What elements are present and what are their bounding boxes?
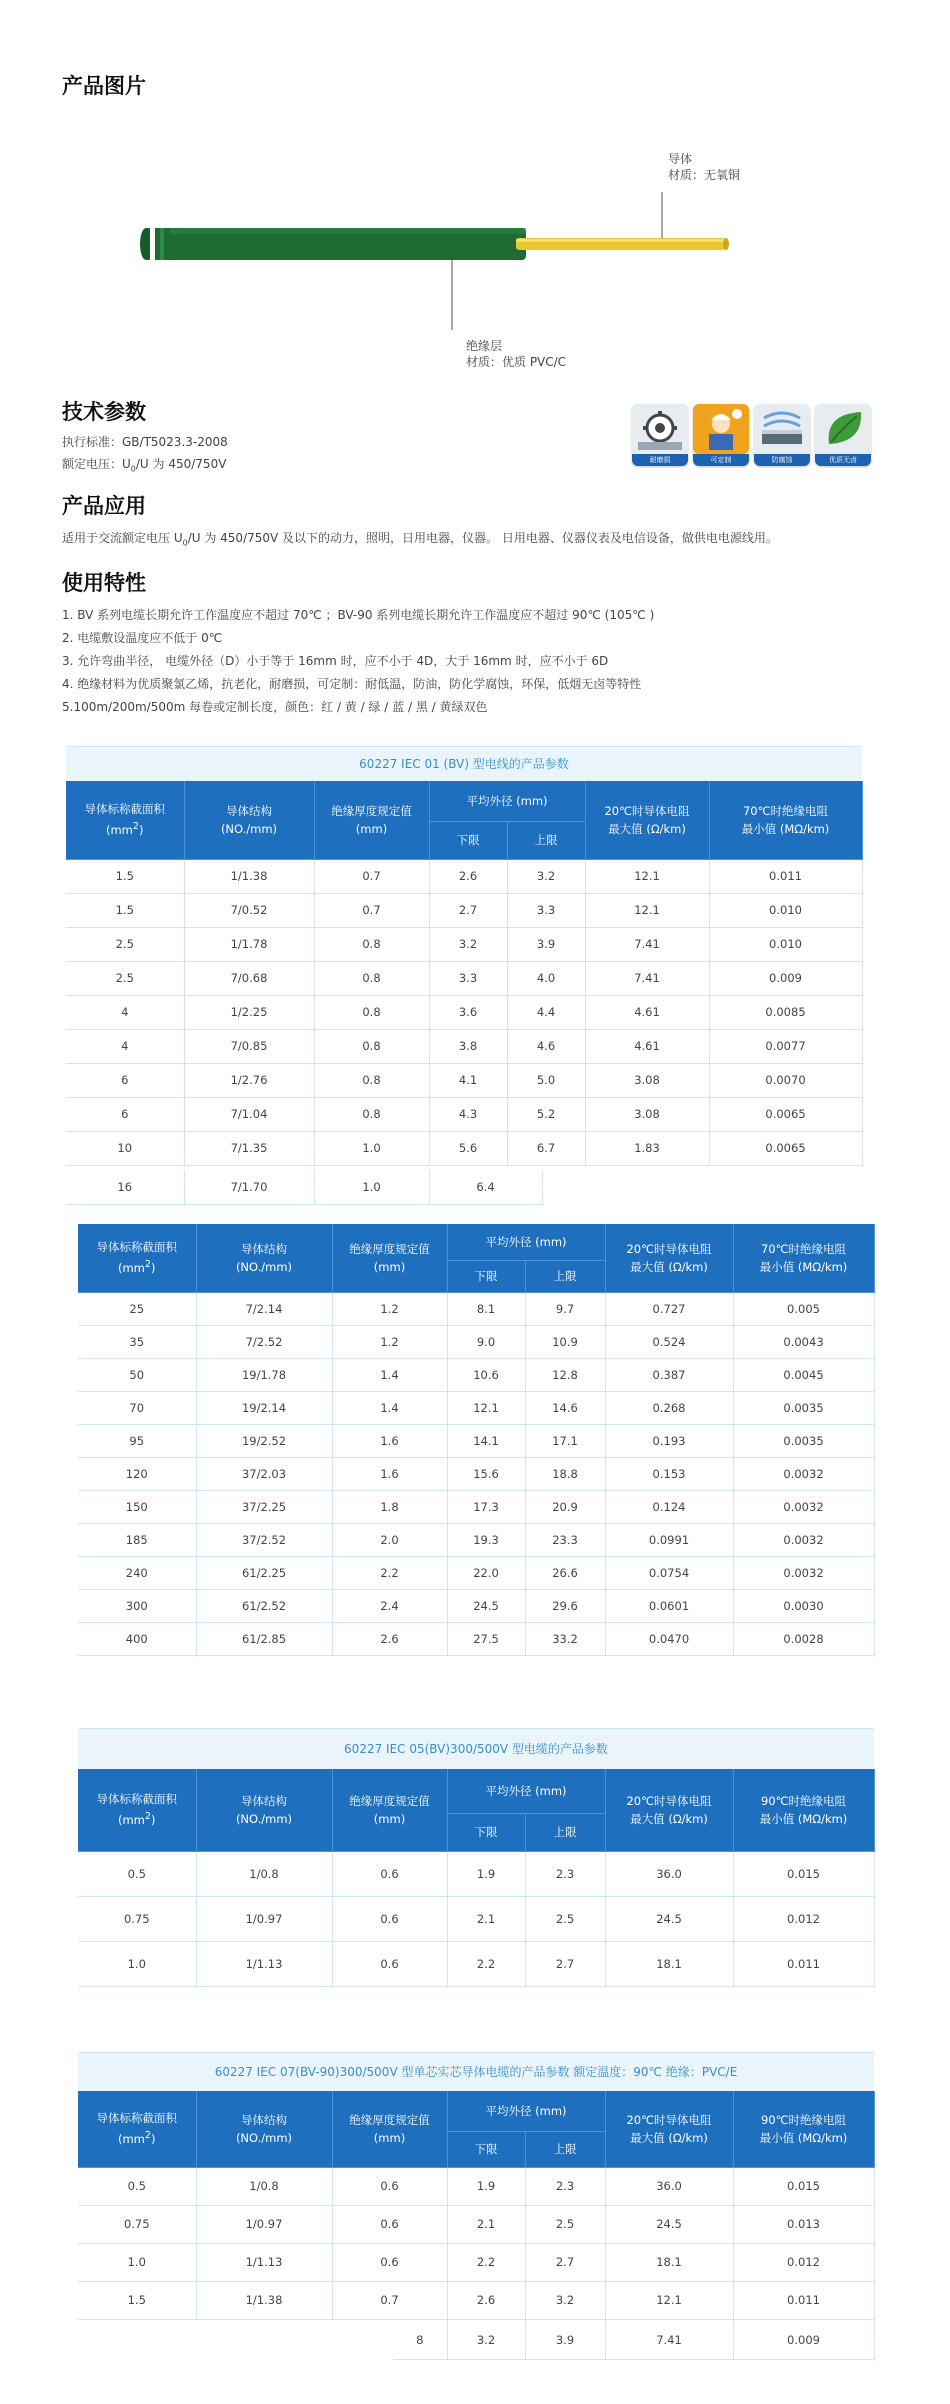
table-cell: 10.9	[525, 1325, 605, 1358]
table-cell: 0.6	[332, 1851, 447, 1896]
table-cell: 0.0032	[733, 1556, 874, 1589]
table-cell: 24.5	[447, 1589, 525, 1622]
table-cell: 29.6	[525, 1589, 605, 1622]
table-cell: 0.6	[332, 2205, 447, 2243]
table-cell: 0.005	[733, 1292, 874, 1325]
table-cell: 0.0991	[605, 1523, 733, 1556]
table-row	[78, 1589, 874, 1622]
col-od-high: 上限	[525, 2131, 605, 2167]
table-cell: 50	[78, 1358, 196, 1391]
col-area: 导体标称截面积 $(mm^2)$	[78, 2091, 196, 2167]
col-structure: 导体结构 (NO./mm)	[196, 2091, 332, 2167]
table-cell: 4.61	[585, 995, 709, 1029]
table-cell: 0.6	[332, 2167, 447, 2205]
table-row	[66, 1029, 862, 1063]
table-cell: 7.41	[605, 2321, 733, 2359]
table-cell: 7/0.85	[184, 1029, 314, 1063]
table-cell: 0.0032	[733, 1523, 874, 1556]
table-cell: 0.387	[605, 1358, 733, 1391]
table-cell: 1.0	[314, 1170, 429, 1204]
col-od-low: 下限	[429, 821, 507, 859]
table-row	[78, 1490, 874, 1523]
table-cell: 5.2	[507, 1097, 585, 1131]
table-cell: 1.0	[314, 1131, 429, 1165]
table-row	[78, 2205, 874, 2243]
cable-diagram	[130, 140, 750, 370]
feature-line-3: 3. 允许弯曲半径， 电缆外径（D）小于等于 16mm 时，应不小于 4D，大于 16mm 时，应不小于 6D	[62, 654, 609, 668]
col-od: 平均外径 (mm)	[429, 781, 585, 821]
table-cell: 7/1.04	[184, 1097, 314, 1131]
table2	[78, 1224, 875, 1656]
col-structure: 导体结构 (NO./mm)	[196, 1769, 332, 1851]
col-res: 20℃时导体电阻 最大值 (Ω/km)	[605, 2091, 733, 2167]
table-cell: 0.153	[605, 1457, 733, 1490]
table-cell: 2.2	[447, 2243, 525, 2281]
table-cell: 1.6	[332, 1424, 447, 1457]
feature-line-1: 1. BV 系列电缆长期允许工作温度应不超过 70℃ ；BV-90 系列电缆长期允许工作温度应不超过 90℃ (105℃ )	[62, 608, 655, 622]
table-cell: 0.6	[332, 1896, 447, 1941]
table-cell: 3.08	[585, 1063, 709, 1097]
table4-partial-row	[393, 2321, 875, 2360]
table1	[66, 781, 863, 1166]
table-cell: 26.6	[525, 1556, 605, 1589]
table-cell: 4	[66, 995, 184, 1029]
table-cell: 2.5	[525, 1896, 605, 1941]
table-cell: 4.6	[507, 1029, 585, 1063]
table-cell: 0.0032	[733, 1490, 874, 1523]
table-cell: 1/2.25	[184, 995, 314, 1029]
table-cell: 1.5	[78, 2281, 196, 2319]
table-cell: 2.3	[525, 2167, 605, 2205]
col-ins70: 70℃时绝缘电阻 最小值 (MΩ/km)	[733, 1224, 874, 1292]
table-cell: 1/1.38	[184, 859, 314, 893]
table-cell: 0.0601	[605, 1589, 733, 1622]
table-row	[78, 1556, 874, 1589]
table-cell: 3.2	[507, 859, 585, 893]
table-cell: 1/0.97	[196, 1896, 332, 1941]
table-cell: 0.727	[605, 1292, 733, 1325]
table-cell: 0.8	[314, 1029, 429, 1063]
table-cell: 300	[78, 1589, 196, 1622]
table-cell: 6	[66, 1063, 184, 1097]
table-cell: 6.4	[429, 1170, 542, 1204]
application-text: 适用于交流额定电压 $U_0/U$ 为 450/750V 及以下的动力，照明，日用电器，仪器。 日用电器、仪器仪表及电信设备，做供电电源线用。	[62, 531, 778, 548]
table-cell: 0.6	[332, 2243, 447, 2281]
table-row	[66, 859, 862, 893]
leaf-icon: 优质无卤	[815, 404, 871, 466]
col-area: 导体标称截面积 $(mm^2)$	[78, 1769, 196, 1851]
table-row	[78, 1292, 874, 1325]
table-cell: 2.7	[525, 1941, 605, 1986]
col-thickness: 绝缘厚度规定值 (mm)	[332, 1224, 447, 1292]
table-row	[78, 2281, 874, 2319]
table-cell: 0.015	[733, 2167, 874, 2205]
col-ins90: 90℃时绝缘电阻 最小值 (MΩ/km)	[733, 1769, 874, 1851]
table-cell: 0.009	[709, 961, 862, 995]
table-cell: 8.1	[447, 1292, 525, 1325]
table-cell: 9.0	[447, 1325, 525, 1358]
table-cell: 14.1	[447, 1424, 525, 1457]
table-cell: 240	[78, 1556, 196, 1589]
col-od: 平均外径 (mm)	[447, 1224, 605, 1260]
table-cell: 0.7	[314, 893, 429, 927]
table-cell: 0.0045	[733, 1358, 874, 1391]
feature-line-2: 2. 电缆敷设温度应不低于 0℃	[62, 631, 223, 645]
table-cell: 61/2.25	[196, 1556, 332, 1589]
table-cell: 2.6	[429, 859, 507, 893]
col-structure: 导体结构 (NO./mm)	[196, 1224, 332, 1292]
table-cell: 0.0070	[709, 1063, 862, 1097]
table-cell: 1.2	[332, 1325, 447, 1358]
table-cell: 400	[78, 1622, 196, 1655]
col-thickness: 绝缘厚度规定值 (mm)	[332, 2091, 447, 2167]
table-cell: 0.012	[733, 2243, 874, 2281]
col-od-low: 下限	[447, 1260, 525, 1292]
table-row	[78, 1523, 874, 1556]
table-cell: 4.3	[429, 1097, 507, 1131]
table-cell: 18.1	[605, 2243, 733, 2281]
col-res: 20℃时导体电阻 最大值 (Ω/km)	[605, 1769, 733, 1851]
table-cell: 3.8	[429, 1029, 507, 1063]
standard-text: 执行标准：GB/T5023.3-2008	[62, 435, 228, 449]
table-cell: 0.7	[314, 859, 429, 893]
table-cell: 27.5	[447, 1622, 525, 1655]
table-cell: 2.7	[525, 2243, 605, 2281]
table-cell: 2.0	[332, 1523, 447, 1556]
table-cell: 23.3	[525, 1523, 605, 1556]
col-res: 20℃时导体电阻 最大值 (Ω/km)	[585, 781, 709, 859]
col-ins90: 90℃时绝缘电阻 最小值 (MΩ/km)	[733, 2091, 874, 2167]
table-cell: 3.2	[429, 927, 507, 961]
gear-icon: 耐磨损	[632, 404, 688, 466]
table-cell: 2.5	[525, 2205, 605, 2243]
table-cell: 0.5	[78, 1851, 196, 1896]
table-cell: 0.011	[709, 859, 862, 893]
table-cell: 12.1	[585, 893, 709, 927]
table-row	[66, 1170, 542, 1204]
table-cell: 9.7	[525, 1292, 605, 1325]
table-row	[78, 1424, 874, 1457]
insulation-material: 材质：优质 PVC/C	[466, 355, 567, 369]
table-cell: 0.010	[709, 893, 862, 927]
table-cell: 0.7	[332, 2281, 447, 2319]
table-row	[66, 1097, 862, 1131]
col-od-high: 上限	[525, 1813, 605, 1851]
table-cell: 0.5	[78, 2167, 196, 2205]
col-thickness: 绝缘厚度规定值 (mm)	[332, 1769, 447, 1851]
table-row	[78, 1457, 874, 1490]
table-row	[78, 2167, 874, 2205]
table-cell: 19/1.78	[196, 1358, 332, 1391]
table-row	[78, 1325, 874, 1358]
col-ins70: 70℃时绝缘电阻 最小值 (MΩ/km)	[709, 781, 862, 859]
col-od-low: 下限	[447, 2131, 525, 2167]
table-cell: 1/1.78	[184, 927, 314, 961]
table-cell: 120	[78, 1457, 196, 1490]
col-od-low: 下限	[447, 1813, 525, 1851]
table-cell: 16	[66, 1170, 184, 1204]
col-od-high: 上限	[507, 821, 585, 859]
table1-caption: 60227 IEC 01 (BV) 型电线的产品参数	[66, 746, 862, 782]
table-cell: 0.010	[709, 927, 862, 961]
table-cell: 33.2	[525, 1622, 605, 1655]
table-cell: 2.2	[447, 1941, 525, 1986]
col-area: 导体标称截面积 $(mm^2)$	[66, 781, 184, 859]
feature-line-5: 5.100m/200m/500m 每卷或定制长度，颜色：红 / 黄 / 绿 / 蓝 / 黑 / 黄绿双色	[62, 700, 488, 714]
table-cell: 3.2	[525, 2281, 605, 2319]
table-cell: 0.0028	[733, 1622, 874, 1655]
table-cell: 37/2.03	[196, 1457, 332, 1490]
table-cell: 2.2	[332, 1556, 447, 1589]
table-cell: 12.1	[447, 1391, 525, 1424]
col-od: 平均外径 (mm)	[447, 1769, 605, 1813]
table-cell: 1/1.38	[196, 2281, 332, 2319]
table-cell: 36.0	[605, 1851, 733, 1896]
feature-line-4: 4. 绝缘材料为优质聚氯乙烯，抗老化，耐磨损，可定制：耐低温，防油，防化学腐蚀，环保，低烟无卤等特性	[62, 677, 642, 691]
table-cell: 15.6	[447, 1457, 525, 1490]
table-cell: 4	[66, 1029, 184, 1063]
table-row	[66, 927, 862, 961]
table-cell: 36.0	[605, 2167, 733, 2205]
table-row	[78, 1358, 874, 1391]
table-cell: 0.0032	[733, 1457, 874, 1490]
table-cell: 22.0	[447, 1556, 525, 1589]
table-cell: 0.0035	[733, 1424, 874, 1457]
table-cell: 1/1.13	[196, 1941, 332, 1986]
table-cell: 0.009	[733, 2321, 874, 2359]
table-cell: 37/2.52	[196, 1523, 332, 1556]
table-cell: 2.6	[332, 1622, 447, 1655]
table-cell: 1.83	[585, 1131, 709, 1165]
table-cell: 6.7	[507, 1131, 585, 1165]
table-cell: 4.61	[585, 1029, 709, 1063]
table-cell: 7/0.52	[184, 893, 314, 927]
col-od-high: 上限	[525, 1260, 605, 1292]
table-cell: 25	[78, 1292, 196, 1325]
table-cell: 0.524	[605, 1325, 733, 1358]
table-cell: 12.1	[605, 2281, 733, 2319]
table-cell: 1.0	[78, 2243, 196, 2281]
table-cell: 1.9	[447, 2167, 525, 2205]
table-cell: 19/2.14	[196, 1391, 332, 1424]
col-area: 导体标称截面积 $(mm^2)$	[78, 1224, 196, 1292]
table-row	[78, 1896, 874, 1941]
table-cell: 0.124	[605, 1490, 733, 1523]
table-cell: 1/0.8	[196, 2167, 332, 2205]
table-cell: 19.3	[447, 1523, 525, 1556]
table-row	[78, 1941, 874, 1986]
table-cell: 3.9	[507, 927, 585, 961]
table-cell: 0.75	[78, 2205, 196, 2243]
table-cell: 1.9	[447, 1851, 525, 1896]
table-cell: 24.5	[605, 1896, 733, 1941]
table-row	[66, 995, 862, 1029]
table-cell: 1/0.97	[196, 2205, 332, 2243]
table-cell: 17.3	[447, 1490, 525, 1523]
table-cell: 1.2	[332, 1292, 447, 1325]
table-row	[66, 893, 862, 927]
table-cell: 0.0085	[709, 995, 862, 1029]
table-cell: 150	[78, 1490, 196, 1523]
voltage-text: 额定电压：$U_0/U$ 为 450/750V	[62, 457, 227, 474]
table3	[78, 1769, 875, 1987]
table-cell: 61/2.52	[196, 1589, 332, 1622]
table-cell: 35	[78, 1325, 196, 1358]
col-structure: 导体结构 (NO./mm)	[184, 781, 314, 859]
table-cell: 0.0030	[733, 1589, 874, 1622]
table-cell: 0.0035	[733, 1391, 874, 1424]
table-cell: 2.7	[429, 893, 507, 927]
col-od: 平均外径 (mm)	[447, 2091, 605, 2131]
table-row	[78, 1851, 874, 1896]
table-row	[66, 961, 862, 995]
table-cell: 0.6	[332, 1941, 447, 1986]
table3-caption: 60227 IEC 05(BV)300/500V 型电缆的产品参数	[78, 1728, 874, 1770]
section-title-application: 产品应用	[62, 494, 146, 518]
table-cell: 0.015	[733, 1851, 874, 1896]
table-cell: 7/0.68	[184, 961, 314, 995]
section-title-tech-params: 技术参数	[62, 400, 146, 424]
table-cell: 0.8	[314, 1097, 429, 1131]
table-cell: 0.013	[733, 2205, 874, 2243]
section-title-product-image: 产品图片	[62, 74, 146, 98]
table-cell: 2.4	[332, 1589, 447, 1622]
table-cell: 1.0	[78, 1941, 196, 1986]
table-cell: 1/2.76	[184, 1063, 314, 1097]
table-cell: 3.3	[429, 961, 507, 995]
table-cell: 61/2.85	[196, 1622, 332, 1655]
table-row	[66, 1063, 862, 1097]
table-cell: 0.0065	[709, 1131, 862, 1165]
table-cell: 1/1.13	[196, 2243, 332, 2281]
table-cell: 7/1.35	[184, 1131, 314, 1165]
table-cell: 20.9	[525, 1490, 605, 1523]
col-res: 20℃时导体电阻 最大值 (Ω/km)	[605, 1224, 733, 1292]
table-cell: 18.8	[525, 1457, 605, 1490]
table-cell: 2.6	[447, 2281, 525, 2319]
table-cell: 0.268	[605, 1391, 733, 1424]
table-cell: 1/0.8	[196, 1851, 332, 1896]
table-cell: 12.1	[585, 859, 709, 893]
table-cell: 185	[78, 1523, 196, 1556]
table-cell: 0.8	[314, 1063, 429, 1097]
table-cell: 0.0077	[709, 1029, 862, 1063]
table-cell: 10	[66, 1131, 184, 1165]
table-cell: 4.0	[507, 961, 585, 995]
table-cell: 0.75	[78, 1896, 196, 1941]
table-cell: 3.2	[447, 2321, 525, 2359]
table-cell: 7.41	[585, 961, 709, 995]
table-cell: 3.3	[507, 893, 585, 927]
table-cell: 12.8	[525, 1358, 605, 1391]
table-cell: 14.6	[525, 1391, 605, 1424]
table1-partial-row	[66, 1170, 543, 1205]
table-cell: 0.0065	[709, 1097, 862, 1131]
heat-icon: 防腐蚀	[754, 404, 810, 466]
table-cell: 0.0754	[605, 1556, 733, 1589]
table-cell: 37/2.25	[196, 1490, 332, 1523]
table-cell: 0.8	[314, 995, 429, 1029]
table4	[78, 2091, 875, 2320]
table-cell: 24.5	[605, 2205, 733, 2243]
table-cell: 10.6	[447, 1358, 525, 1391]
table-cell: 8	[393, 2321, 447, 2359]
table-cell: 1.5	[66, 893, 184, 927]
table-cell: 2.3	[525, 1851, 605, 1896]
table-cell: 1.4	[332, 1358, 447, 1391]
table-row	[78, 1391, 874, 1424]
table-cell: 0.012	[733, 1896, 874, 1941]
table-cell: 1.8	[332, 1490, 447, 1523]
table-cell: 6	[66, 1097, 184, 1131]
table-cell: 7/2.52	[196, 1325, 332, 1358]
insulation-label: 绝缘层	[466, 339, 503, 353]
table-cell: 19/2.52	[196, 1424, 332, 1457]
col-thickness: 绝缘厚度规定值 (mm)	[314, 781, 429, 859]
table-cell: 0.193	[605, 1424, 733, 1457]
table-cell: 0.011	[733, 2281, 874, 2319]
conductor-material: 材质：无氧铜	[668, 168, 741, 182]
conductor-label: 导体	[668, 152, 693, 166]
table-cell: 4.4	[507, 995, 585, 1029]
table-row	[78, 1622, 874, 1655]
table-cell: 3.6	[429, 995, 507, 1029]
table-cell: 4.1	[429, 1063, 507, 1097]
table-cell: 7/2.14	[196, 1292, 332, 1325]
table-cell: 18.1	[605, 1941, 733, 1986]
section-title-features: 使用特性	[62, 571, 146, 595]
worker-icon: 可定制	[693, 404, 749, 466]
table-cell: 1.5	[66, 859, 184, 893]
table-cell: 2.5	[66, 927, 184, 961]
table-cell: 1.6	[332, 1457, 447, 1490]
table-cell: 95	[78, 1424, 196, 1457]
table-cell: 0.8	[314, 961, 429, 995]
table-cell: 7.41	[585, 927, 709, 961]
table4-caption: 60227 IEC 07(BV-90)300/500V 型单芯实芯导体电缆的产品参数 额定温度：90℃ 绝缘：PVC/E	[78, 2052, 874, 2092]
table-cell: 3.08	[585, 1097, 709, 1131]
table-cell: 0.0470	[605, 1622, 733, 1655]
table-cell: 5.0	[507, 1063, 585, 1097]
table-cell: 0.011	[733, 1941, 874, 1986]
table-row	[66, 1131, 862, 1165]
table-cell: 2.1	[447, 1896, 525, 1941]
table-row	[78, 2243, 874, 2281]
table-cell: 3.9	[525, 2321, 605, 2359]
table-cell: 5.6	[429, 1131, 507, 1165]
table-cell: 0.0043	[733, 1325, 874, 1358]
table-cell: 1.4	[332, 1391, 447, 1424]
table-cell: 7/1.70	[184, 1170, 314, 1204]
table-cell: 2.1	[447, 2205, 525, 2243]
table-row	[393, 2321, 874, 2359]
table-cell: 2.5	[66, 961, 184, 995]
table-cell: 0.8	[314, 927, 429, 961]
table-cell: 70	[78, 1391, 196, 1424]
table-cell: 17.1	[525, 1424, 605, 1457]
